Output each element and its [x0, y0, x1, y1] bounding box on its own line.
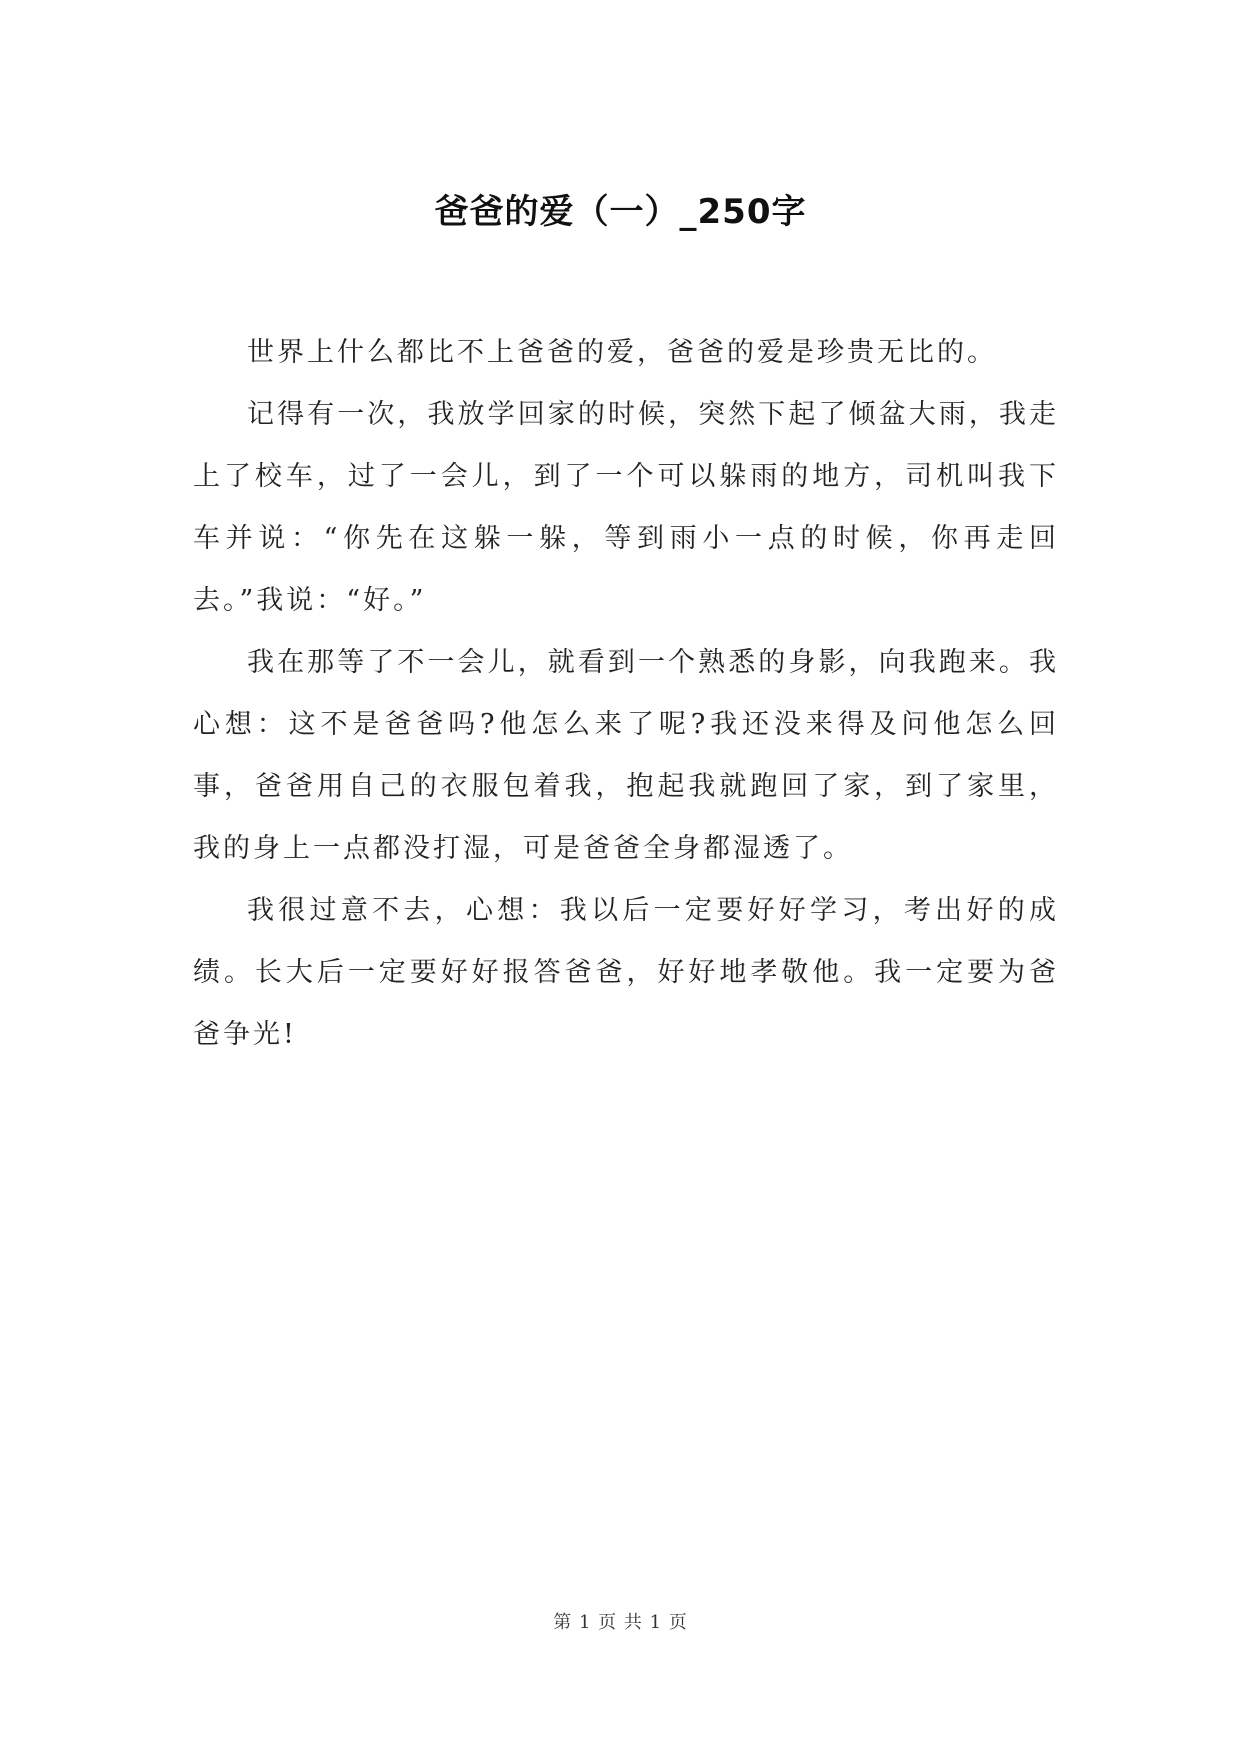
paragraph: 我在那等了不一会儿，就看到一个熟悉的身影，向我跑来。我心想：这不是爸爸吗?他怎么来了呢?我还没来得及问他怎么回事，爸爸用自己的衣服包着我，抱起我就跑回了家，到了家里，我的身上一点都没打湿，可是爸爸全身都湿透了。 [193, 647, 1059, 864]
page-number-footer: 第 1 页 共 1 页 [553, 1612, 688, 1633]
paragraph: 记得有一次，我放学回家的时候，突然下起了倾盆大雨，我走上了校车，过了一会儿，到了一个可以躲雨的地方，司机叫我下车并说：“你先在这躲一躲，等到雨小一点的时候，你再走回去。”我说：“好。” [193, 399, 1059, 616]
paragraph: 世界上什么都比不上爸爸的爱，爸爸的爱是珍贵无比的。 [247, 337, 997, 368]
document-body [193, 322, 1059, 1066]
document-title: 爸爸的爱（一）_250字 [434, 192, 807, 232]
paragraph: 我很过意不去，心想：我以后一定要好好学习，考出好的成绩。长大后一定要好好报答爸爸，好好地孝敬他。我一定要为爸爸争光! [193, 895, 1059, 1050]
